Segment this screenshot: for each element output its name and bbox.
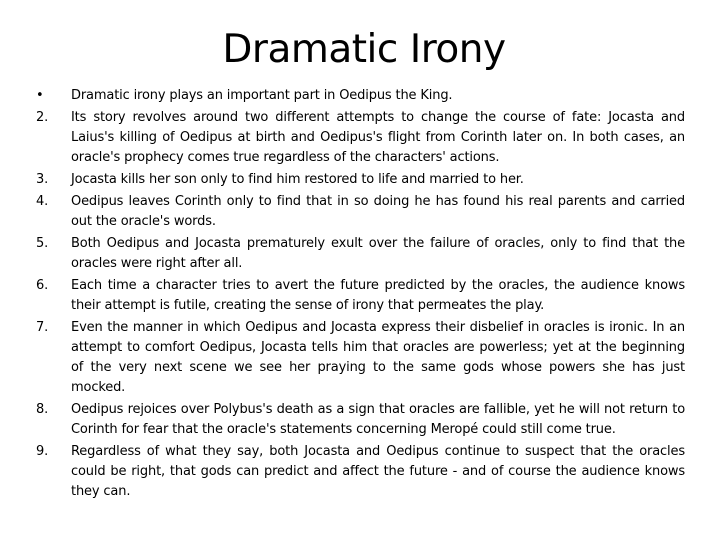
list-item-text: Even the manner in which Oedipus and Jocasta express their disbelief in oracles is ironic. In an attempt to comfort Oedipus, Jocasta tells him that oracles are powerless; yet at the beginning of the very next scene we see her praying to the same gods whose powers she has just mocked. (71, 320, 685, 395)
list-item (36, 192, 685, 232)
list-item-text: Both Oedipus and Jocasta prematurely exult over the failure of oracles, only to find that the oracles were right after all. (71, 236, 685, 271)
list-item-text: Oedipus leaves Corinth only to find that in so doing he has found his real parents and carried out the oracle's words. (71, 194, 685, 229)
list-item-text: Dramatic irony plays an important part in Oedipus the King. (71, 88, 453, 103)
list-item-text: Oedipus rejoices over Polybus's death as a sign that oracles are fallible, yet he will not return to Corinth for fear that the oracle's statements concerning Meropé could still come true. (71, 402, 685, 437)
item-number: 2. (36, 110, 49, 125)
list-item (36, 276, 685, 316)
slide-title: Dramatic Irony (222, 27, 506, 72)
item-number: 3. (36, 172, 49, 187)
list-item (36, 234, 685, 274)
list-item-text: Each time a character tries to avert the future predicted by the oracles, the audience knows their attempt is futile, creating the sense of irony that permeates the play. (71, 278, 685, 313)
item-number: 9. (36, 444, 49, 459)
item-number: 5. (36, 236, 49, 251)
list-item (36, 170, 685, 190)
item-number: 4. (36, 194, 49, 209)
item-number: 7. (36, 320, 49, 335)
list-item (36, 442, 685, 502)
bullet-list (36, 86, 685, 504)
list-item-text: Jocasta kills her son only to find him restored to life and married to her. (71, 172, 524, 187)
list-item (36, 400, 685, 440)
list-item (36, 318, 685, 398)
list-item-text: Regardless of what they say, both Jocasta and Oedipus continue to suspect that the oracles could be right, that gods can predict and affect the future - and of course the audience knows they can. (71, 444, 685, 499)
item-number: 6. (36, 278, 49, 293)
item-number: 8. (36, 402, 49, 417)
list-item (36, 108, 685, 168)
bullet-marker: • (36, 88, 44, 103)
list-item (36, 86, 685, 106)
list-item-text: Its story revolves around two different attempts to change the course of fate: Jocasta and Laius's killing of Oedipus at birth and Oedipus's flight from Corinth later on. In both cases, an oracle's prophecy comes true regardless of the characters' actions. (71, 110, 685, 165)
